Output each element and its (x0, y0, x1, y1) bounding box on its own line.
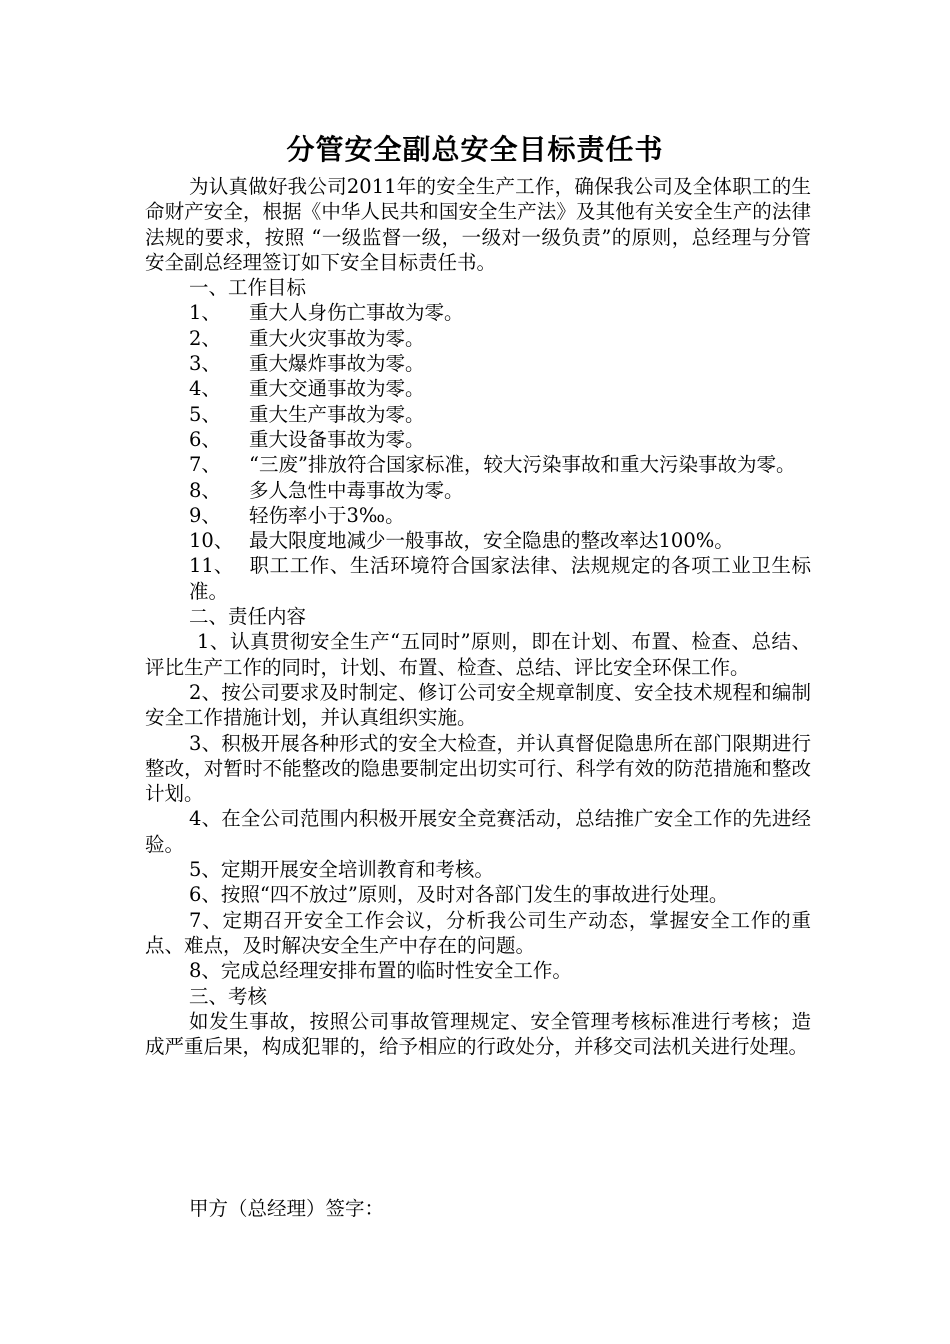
goal-text: 重大交通事故为零。 (249, 377, 425, 401)
goal-item (145, 300, 811, 325)
responsibility-item: 5、定期开展安全培训教育和考核。 (189, 858, 494, 882)
goal-item (145, 351, 811, 376)
responsibility-item: 7、定期召开安全工作会议，分析我公司生产动态，掌握安全工作的重点、难点，及时解决安全生产中存在的问题。 (145, 908, 811, 957)
goal-number: 5、 (189, 402, 221, 426)
goal-number: 7、 (189, 453, 221, 477)
section-heading-assessment: 三、考核 (189, 984, 268, 1008)
goal-text: 多人急性中毒事故为零。 (249, 478, 464, 502)
goal-item (145, 478, 811, 503)
signature-line-party-a: 甲方（总经理）签字： (189, 1197, 385, 1220)
goal-number: 8、 (189, 478, 221, 502)
section-heading-responsibilities: 二、责任内容 (189, 605, 307, 629)
responsibility-item: 1、认真贯彻安全生产“五同时”原则，即在计划、布置、检查、总结、评比生产工作的同时，计划、布置、检查、总结、评比安全环保工作。 (145, 630, 811, 679)
goal-item (145, 452, 811, 477)
goal-number: 4、 (189, 377, 221, 401)
goal-item (145, 553, 811, 604)
intro-paragraph: 为认真做好我公司2011年的安全生产工作，确保我公司及全体职工的生命财产安全，根据《中华人民共和国安全生产法》及其他有关安全生产的法律法规的要求，按照 “一级监督一级，一级对一级负责”的原则，总经理与分管安全副总经理签订如下安全目标责任书。 (145, 175, 811, 274)
goal-item (145, 326, 811, 351)
goal-text: 重大爆炸事故为零。 (249, 352, 425, 376)
goal-number: 1、 (189, 301, 221, 325)
goal-item (145, 528, 811, 553)
goal-item (145, 376, 811, 401)
goal-number: 11、 (189, 554, 234, 578)
responsibility-item: 8、完成总经理安排布置的临时性安全工作。 (189, 959, 572, 983)
responsibility-item: 6、按照“四不放过”原则，及时对各部门发生的事故进行处理。 (189, 883, 729, 907)
goal-number: 2、 (189, 326, 221, 350)
responsibility-item: 3、积极开展各种形式的安全大检查，并认真督促隐患所在部门限期进行整改，对暂时不能整改的隐患要制定出切实可行、科学有效的防范措施和整改计划。 (145, 731, 811, 806)
goal-number: 6、 (189, 427, 221, 451)
goal-item (145, 503, 811, 528)
goal-text: 重大生产事故为零。 (249, 402, 425, 426)
goal-text: 重大人身伤亡事故为零。 (249, 301, 464, 325)
goal-text: 最大限度地减少一般事故，安全隐患的整改率达100%。 (249, 529, 734, 553)
goal-text: 重大火灾事故为零。 (249, 326, 425, 350)
goal-text: 职工工作、生活环境符合国家法律、法规规定的各项工业卫生标准。 (189, 554, 811, 603)
responsibility-item: 4、在全公司范围内积极开展安全竞赛活动，总结推广安全工作的先进经验。 (145, 807, 811, 856)
goal-item (145, 427, 811, 452)
goal-number: 10、 (189, 529, 234, 553)
section-heading-goals: 一、工作目标 (189, 276, 307, 300)
document-body (145, 174, 811, 1059)
goal-number: 9、 (189, 503, 221, 527)
assessment-paragraph: 如发生事故，按照公司事故管理规定、安全管理考核标准进行考核；造成严重后果，构成犯罪的，给予相应的行政处分，并移交司法机关进行处理。 (145, 1009, 811, 1059)
goal-item (145, 402, 811, 427)
goal-number: 3、 (189, 352, 221, 376)
responsibility-item: 2、按公司要求及时制定、修订公司安全规章制度、安全技术规程和编制安全工作措施计划，并认真组织实施。 (145, 680, 811, 730)
document-title: 分管安全副总安全目标责任书 (286, 133, 664, 166)
goal-text: 重大设备事故为零。 (249, 427, 425, 451)
goal-text: 轻伤率小于3‰。 (249, 503, 405, 527)
goal-text: “三废”排放符合国家标准，较大污染事故和重大污染事故为零。 (249, 453, 796, 477)
